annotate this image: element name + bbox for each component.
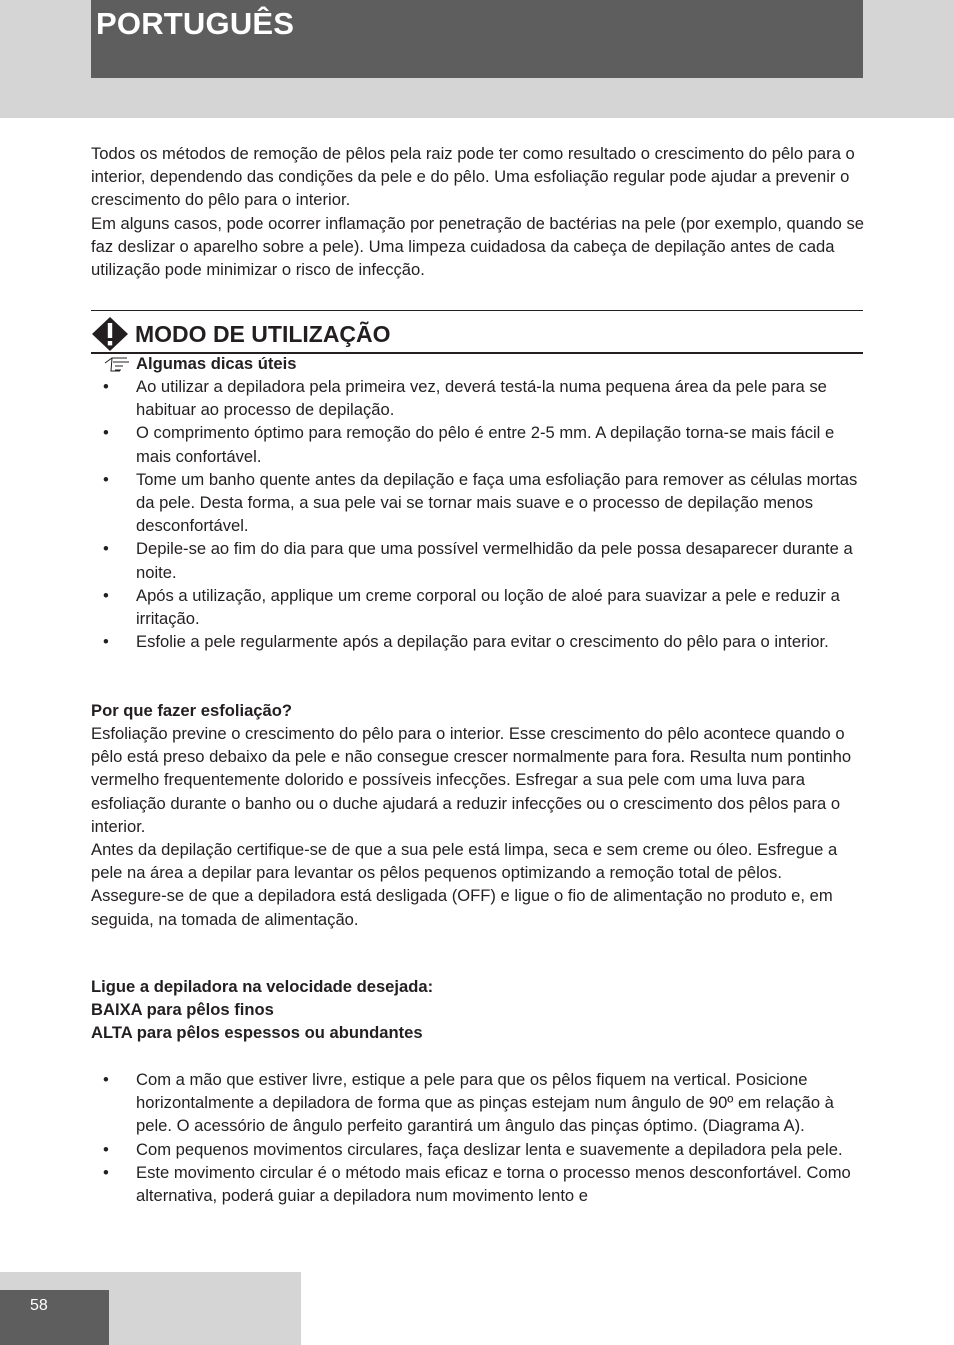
list-item-text: O comprimento óptimo para remoção do pêlo é entre 2-5 mm. A depilação torna-se mais fácil e mais confortável. bbox=[136, 423, 835, 466]
exfoliation-paragraph-1: Esfoliação previne o crescimento do pêlo para o interior. Esse crescimento do pêlo acontece quando o pêlo está preso debaixo da pele e não consegue crescer normalmente para fora. Resulta num pontinho vermelho frequentemente dolorido e possíveis infecções. Esfregar a sua pele com uma luva para esfoliação durante o banho ou o duche ajudará a reduzir infecções ou o crescimento dos pêlos para o interior. bbox=[91, 724, 852, 836]
list-item-text: Tome um banho quente antes da depilação e faça uma esfoliação para remover as células mortas da pele. Desta forma, a sua pele vai se tornar mais suave e o processo de depilação menos desconfortável. bbox=[136, 469, 858, 536]
list-item bbox=[91, 1138, 866, 1161]
list-item-text: Após a utilização, applique um creme corporal ou loção de aloé para suavizar a pele e reduzir a irritação. bbox=[136, 585, 840, 629]
pointing-hand-icon bbox=[103, 354, 131, 374]
steps-list bbox=[91, 1068, 866, 1207]
section-rule-top bbox=[91, 310, 863, 311]
list-item-text: Com a mão que estiver livre, estique a pele para que os pêlos fiquem na vertical. Posicione horizontalmente a depiladora de forma que as pinças estejam num ângulo de 90º em relação à pele. O acessório de ângulo perfeito garantirá um ângulo das pinças óptimo. (Diagrama A). bbox=[136, 1070, 834, 1136]
page-number-box bbox=[0, 1290, 109, 1345]
warning-icon bbox=[91, 316, 129, 352]
bullet: • bbox=[103, 632, 109, 652]
exfoliation-paragraph-3: Assegure-se de que a depiladora está desligada (OFF) e ligue o fio de alimentação no produto e, em seguida, na tomada de alimentação. bbox=[91, 886, 833, 929]
list-item-text: Ao utilizar a depiladora pela primeira vez, deverá testá-la numa pequena área da pele para se habituar ao processo de depilação. bbox=[136, 377, 827, 420]
list-item bbox=[91, 1161, 866, 1207]
bullet: • bbox=[103, 585, 109, 605]
bullet: • bbox=[103, 469, 109, 489]
bullet: • bbox=[103, 377, 109, 396]
list-item bbox=[91, 421, 866, 467]
bullet: • bbox=[103, 1070, 109, 1089]
intro-paragraph-1: Todos os métodos de remoção de pêlos pela raiz pode ter como resultado o crescimento do pêlo para o interior, dependendo das condições da pele e do pêlo. Uma esfoliação regular pode ajudar a prevenir o crescimento do pêlo para o interior. bbox=[91, 144, 855, 210]
speed-instructions bbox=[91, 975, 866, 1045]
list-item-text: Com pequenos movimentos circulares, faça deslizar lenta e suavemente a depiladora pela pele. bbox=[136, 1139, 843, 1159]
list-item-text: Esfolie a pele regularmente após a depilação para evitar o crescimento do pêlo para o interior. bbox=[136, 632, 829, 652]
list-item bbox=[91, 468, 866, 538]
list-item-text: Este movimento circular é o método mais eficaz e torna o processo menos desconfortável. Como alternativa, poderá guiar a depiladora num movimento lento e bbox=[136, 1162, 851, 1206]
bullet: • bbox=[103, 539, 109, 559]
tips-list bbox=[91, 375, 866, 653]
list-item bbox=[91, 584, 866, 630]
tips-heading: Algumas dicas úteis bbox=[136, 354, 297, 373]
page-number: 58 bbox=[30, 1297, 48, 1314]
section-title: MODO DE UTILIZAÇÃO bbox=[135, 321, 391, 347]
page-title: PORTUGUÊS bbox=[96, 6, 295, 41]
bullet: • bbox=[103, 1139, 109, 1159]
bullet: • bbox=[103, 423, 109, 443]
intro-text bbox=[91, 142, 866, 281]
speed-line-high: ALTA para pêlos espessos ou abundantes bbox=[91, 1023, 423, 1043]
intro-paragraph-2: Em alguns casos, pode ocorrer inflamação por penetração de bactérias na pele (por exemplo, quando se faz deslizar o aparelho sobre a pele). Uma limpeza cuidadosa da cabeça de depilação antes de cada utilização pode minimizar o risco de infecção. bbox=[91, 213, 864, 280]
list-item-text: Depile-se ao fim do dia para que uma possível vermelhidão da pele possa desaparecer durante a noite. bbox=[136, 539, 853, 582]
speed-line-low: BAIXA para pêlos finos bbox=[91, 1000, 274, 1020]
list-item bbox=[91, 537, 866, 583]
list-item bbox=[91, 1068, 866, 1138]
bullet: • bbox=[103, 1162, 109, 1182]
speed-line-1: Ligue a depiladora na velocidade desejada: bbox=[91, 977, 434, 996]
list-item bbox=[91, 630, 866, 653]
exfoliation-heading: Por que fazer esfoliação? bbox=[91, 701, 293, 720]
list-item bbox=[91, 375, 866, 421]
exfoliation-text bbox=[91, 722, 866, 931]
exfoliation-paragraph-2: Antes da depilação certifique-se de que a sua pele está limpa, seca e sem creme ou óleo. Esfregue a pele na área a depilar para levantar os pêlos pequenos optimizando a remoção total de pêlos. bbox=[91, 840, 838, 883]
